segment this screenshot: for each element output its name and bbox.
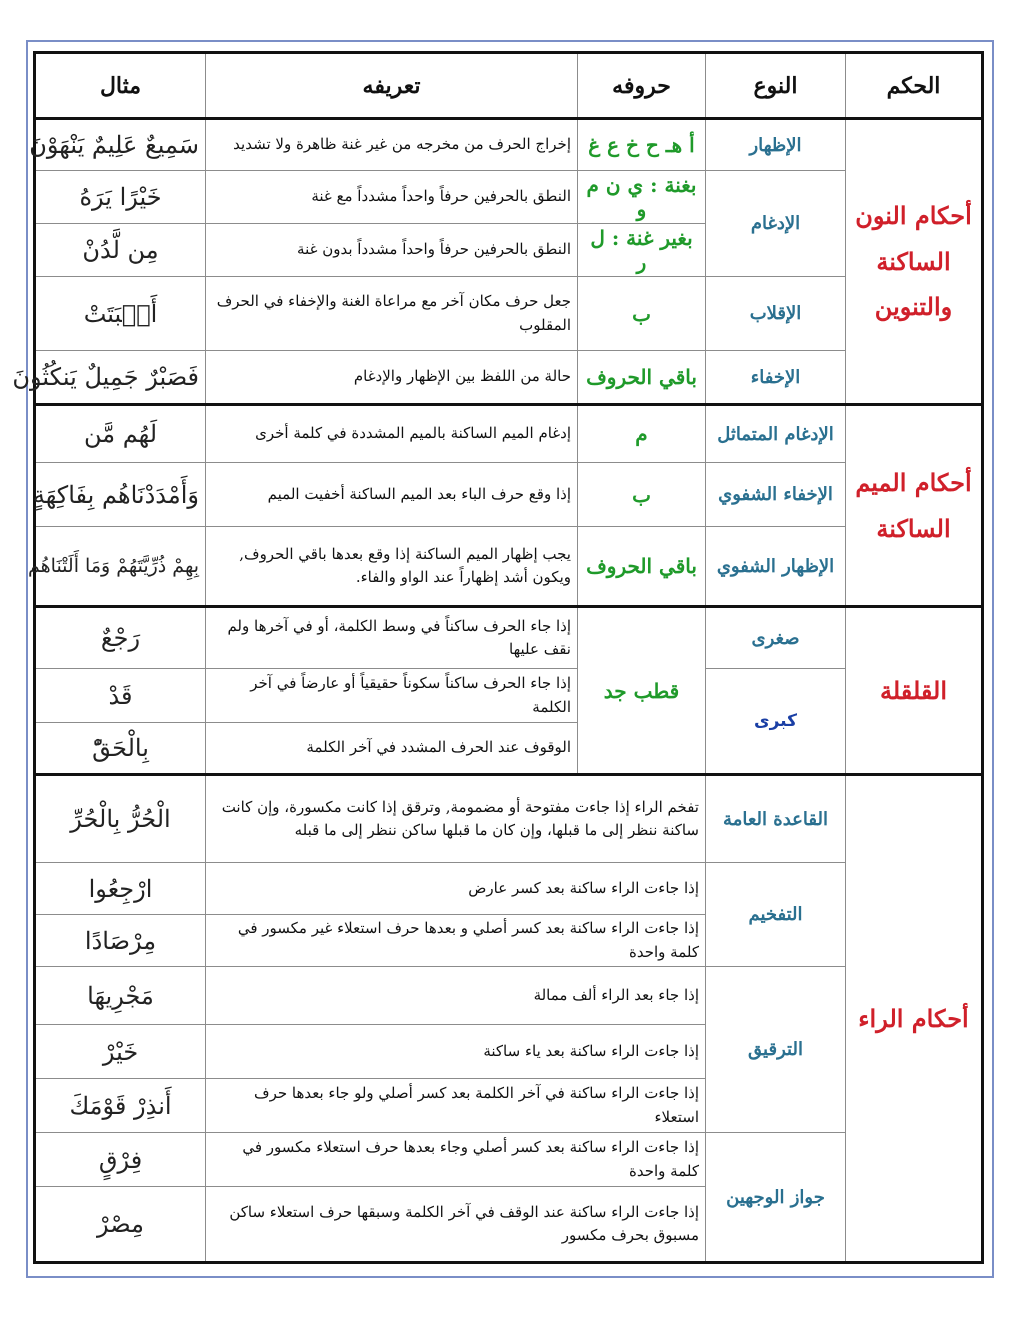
- letters-iqlab: ب: [578, 277, 706, 351]
- type-kubra: كبرى: [706, 669, 846, 775]
- type-ikhfa: الإخفاء: [706, 351, 846, 405]
- table-row: [35, 775, 983, 863]
- definition-meem-ikhfa: إذا وقع حرف الباء بعد الميم الساكنة أخفيت الميم: [206, 463, 578, 527]
- type-tafkheem: التفخيم: [706, 863, 846, 967]
- definition-jawaz-2: إذا جاءت الراء ساكنة عند الوقف في آخر الكلمة وسبقها حرف استعلاء ساكن مسبوق بحرف مكسور: [206, 1187, 706, 1263]
- definition-idgham-with: النطق بالحرفين حرفاً واحداً مشدداً مع غنة: [206, 171, 578, 224]
- table-row: [35, 527, 983, 607]
- definition-ikhfa: حالة من اللفظ بين الإظهار والإدغام: [206, 351, 578, 405]
- table-row: [35, 277, 983, 351]
- definition-tarqeeq-3: إذا جاءت الراء ساكنة في آخر الكلمة بعد كسر أصلي ولو جاء بعدها حرف استعلاء: [206, 1079, 706, 1133]
- example-meem-ikhfa: وَأَمْدَدْنَاهُم بِفَاكِهَةٍ: [35, 463, 206, 527]
- definition-jawaz-1: إذا جاءت الراء ساكنة بعد كسر أصلي وجاء بعدها حرف استعلاء مكسور في كلمة واحدة: [206, 1133, 706, 1187]
- letters-meem-ikhfa: ب: [578, 463, 706, 527]
- table-row: [35, 669, 983, 723]
- header-definition: تعريفه: [206, 53, 578, 119]
- type-meem-ikhfa: الإخفاء الشفوي: [706, 463, 846, 527]
- letters-meem-idgham: م: [578, 405, 706, 463]
- definition-meem-idgham: إدغام الميم الساكنة بالميم المشددة في كلمة أخرى: [206, 405, 578, 463]
- table-row: [35, 351, 983, 405]
- type-meem-izhar: الإظهار الشفوي: [706, 527, 846, 607]
- definition-tarqeeq-2: إذا جاءت الراء ساكنة بعد ياء ساكنة: [206, 1025, 706, 1079]
- table-row: [35, 405, 983, 463]
- header-hukm: الحكم: [846, 53, 983, 119]
- type-sughra: صغرى: [706, 607, 846, 669]
- definition-idgham-without: النطق بالحرفين حرفاً واحداً مشدداً بدون غنة: [206, 224, 578, 277]
- table-row: [35, 607, 983, 669]
- definition-kubra-2: الوقوف عند الحرف المشدد في آخر الكلمة: [206, 723, 578, 775]
- type-iqlab: الإقلاب: [706, 277, 846, 351]
- definition-general-rule: تفخم الراء إذا جاءت مفتوحة أو مضمومة, وترقق إذا كانت مكسورة، وإن كانت ساكنة ننظر إلى ما قبلها، وإن كان ما قبلها ساكن ننظر إلى ما قبله: [206, 775, 706, 863]
- example-izhar: سَمِيعٌ عَلِيمٌ يَنْهَوْنَ: [35, 119, 206, 171]
- letters-idgham-without: بغير غنة : ل ر: [578, 224, 706, 277]
- hukm-meem: أحكام الميم الساكنة: [846, 405, 983, 607]
- hukm-raa: أحكام الراء: [846, 775, 983, 1263]
- example-kubra-2: بِالْحَقّْ: [35, 723, 206, 775]
- table-row: [35, 1133, 983, 1187]
- example-sughra: رَجْعٌ: [35, 607, 206, 669]
- header-example: مثال: [35, 53, 206, 119]
- definition-tafkheem-2: إذا جاءت الراء ساكنة بعد كسر أصلي و بعدها حرف استعلاء غير مكسور في كلمة واحدة: [206, 915, 706, 967]
- example-tarqeeq-1: مَجْرِيهَا: [35, 967, 206, 1025]
- letters-izhar: أ هـ ح خ ع غ: [578, 119, 706, 171]
- table-row: [35, 967, 983, 1025]
- hukm-noon: أحكام النون الساكنة والتنوين: [846, 119, 983, 405]
- definition-tafkheem-1: إذا جاءت الراء ساكنة بعد كسر عارض: [206, 863, 706, 915]
- example-tafkheem-2: مِرْصَادًا: [35, 915, 206, 967]
- example-jawaz-1: فِرْقٍ: [35, 1133, 206, 1187]
- example-kubra-1: قَدْ: [35, 669, 206, 723]
- example-meem-idgham: لَهُم مَّن: [35, 405, 206, 463]
- table-row: [35, 463, 983, 527]
- type-tarqeeq: الترقيق: [706, 967, 846, 1133]
- definition-meem-izhar: يجب إظهار الميم الساكنة إذا وقع بعدها باقي الحروف, ويكون أشد إظهاراً عند الواو والفاء.: [206, 527, 578, 607]
- table-row: [35, 119, 983, 171]
- hukm-qalqala: القلقلة: [846, 607, 983, 775]
- type-idgham: الإدغام: [706, 171, 846, 277]
- definition-tarqeeq-1: إذا جاء بعد الراء ألف ممالة: [206, 967, 706, 1025]
- letters-qalqala: قطب جد: [578, 607, 706, 775]
- tajweed-rules-table: [12, 51, 984, 1264]
- example-tarqeeq-3: أَنذِرْ قَوْمَكَ: [35, 1079, 206, 1133]
- header-type: النوع: [706, 53, 846, 119]
- letters-ikhfa: باقي الحروف: [578, 351, 706, 405]
- example-idgham-with: خَيْرًا يَرَهُ: [35, 171, 206, 224]
- example-jawaz-2: مِصْرْ: [35, 1187, 206, 1263]
- example-ikhfa: فَصَبْرٌ جَمِيلٌ يَنكُثُونَ: [35, 351, 206, 405]
- definition-kubra-1: إذا جاء الحرف ساكناً سكوناً حقيقياً أو عارضاً في آخر الكلمة: [206, 669, 578, 723]
- type-general-rule: القاعدة العامة: [706, 775, 846, 863]
- letters-idgham-with: بغنة : ي ن م و: [578, 171, 706, 224]
- header-row: [35, 53, 983, 119]
- table-row: [35, 171, 983, 224]
- example-iqlab: أَنۢبَتَتْ: [35, 277, 206, 351]
- definition-izhar: إخراج الحرف من مخرجه من غير غنة ظاهرة ولا تشديد: [206, 119, 578, 171]
- example-meem-izhar: بِهِمْ ذُرِّيَّتَهُمْ وَمَا أَلَتْنَاهُم: [35, 527, 206, 607]
- definition-sughra: إذا جاء الحرف ساكناً في وسط الكلمة، أو في آخرها ولم نقف عليها: [206, 607, 578, 669]
- header-letters: حروفه: [578, 53, 706, 119]
- example-idgham-without: مِن لَّدُنْ: [35, 224, 206, 277]
- definition-iqlab: جعل حرف مكان آخر مع مراعاة الغنة والإخفاء في الحرف المقلوب: [206, 277, 578, 351]
- type-meem-idgham: الإدغام المتماثل: [706, 405, 846, 463]
- type-izhar: الإظهار: [706, 119, 846, 171]
- example-general-rule: الْحُرُّ بِالْحُرِّ: [35, 775, 206, 863]
- letters-meem-izhar: باقي الحروف: [578, 527, 706, 607]
- type-jawaz: جواز الوجهين: [706, 1133, 846, 1263]
- example-tarqeeq-2: خَيْرْ: [35, 1025, 206, 1079]
- table-row: [35, 863, 983, 915]
- example-tafkheem-1: ارْجِعُوا: [35, 863, 206, 915]
